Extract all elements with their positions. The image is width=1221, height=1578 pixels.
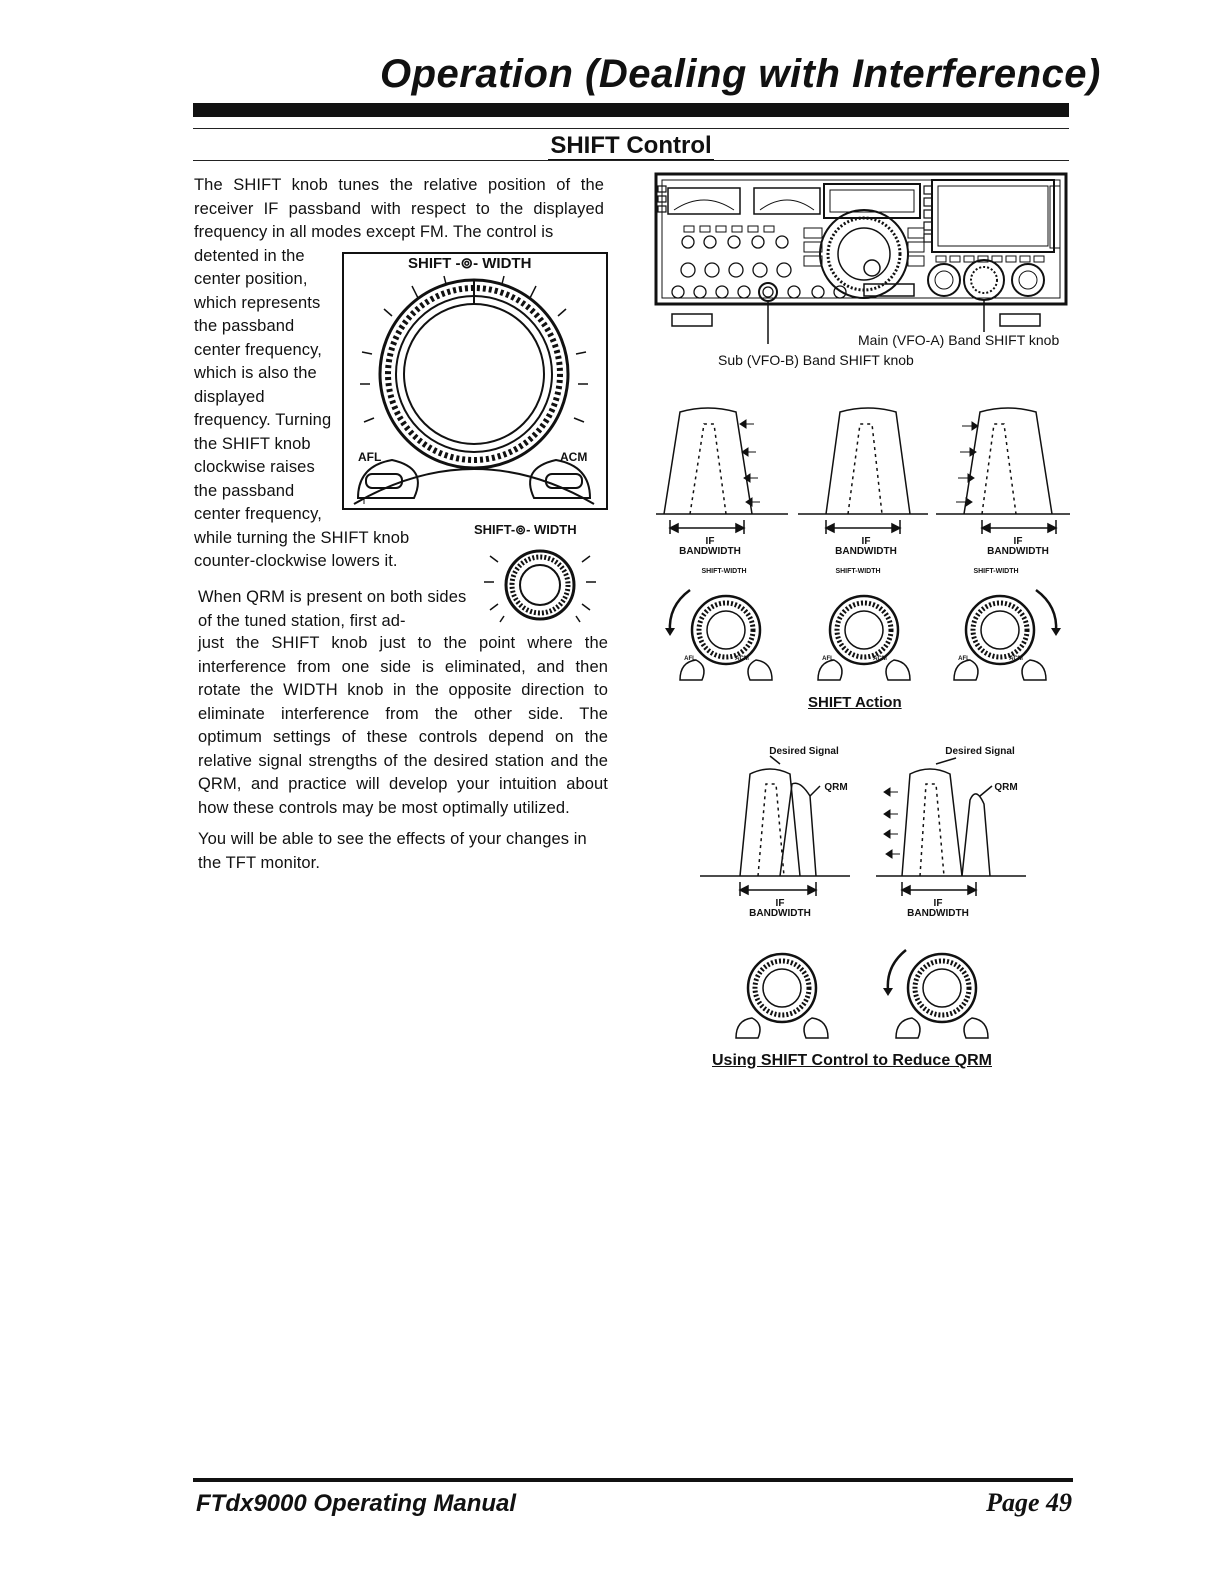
desired-signal-label-1: Desired Signal — [769, 746, 839, 757]
knob-label-shift-width: SHIFT -⊚- WIDTH — [408, 255, 532, 272]
para2-narrow: When QRM is present on both sides of the tuned station, first ad- — [198, 588, 467, 630]
main-shift-knob-label: Main (VFO-A) Band SHIFT knob — [858, 332, 1060, 348]
if-label-1: IF — [705, 536, 715, 547]
footer-manual-title: FTdx9000 Operating Manual — [196, 1490, 517, 1517]
shift-knob-label-1: SHIFT-WIDTH — [701, 568, 747, 575]
afl-label-2: AFL — [822, 656, 834, 662]
acm-label-2: ACM — [873, 656, 887, 662]
shift-knob-illustration — [344, 254, 606, 508]
shift-action-passbands — [660, 404, 1070, 534]
qrm-if-label-1: IF — [775, 898, 785, 909]
bandwidth-label-3: BANDWIDTH — [987, 546, 1049, 557]
bandwidth-label-1: BANDWIDTH — [679, 546, 741, 557]
footer-page-number: Page 49 — [986, 1488, 1072, 1517]
footer-rule — [193, 1478, 1073, 1482]
qrm-figure-title: Using SHIFT Control to Reduce QRM — [712, 1052, 992, 1069]
qrm-if-label-2: IF — [933, 898, 943, 909]
acm-label-1: ACM — [735, 656, 749, 662]
small-knob-label: SHIFT-⊚- WIDTH — [474, 522, 577, 537]
header-rule — [193, 128, 1069, 129]
shift-action-knobs — [660, 576, 1070, 686]
afl-label-1: AFL — [684, 656, 696, 662]
shift-knob-label-2: SHIFT-WIDTH — [835, 568, 881, 575]
para1-full: The SHIFT knob tunes the relative position of the receiver IF passband with respect to the displayed frequency in all modes except FM. The control is — [194, 176, 604, 241]
qrm-knobs — [720, 924, 1020, 1044]
qrm-passbands — [700, 756, 1030, 896]
header-bar — [193, 103, 1069, 117]
shift-knob-label-3: SHIFT-WIDTH — [973, 568, 1019, 575]
acm-label-3: ACM — [1009, 656, 1023, 662]
para1-narrow: detented in the center position, which represents the passband center frequency, which is also the displayed frequency. Turning the SHIFT knob clockwise raises the passband center frequency, — [194, 246, 332, 523]
para2-full: just the SHIFT knob just to the point where the interference from one side is eliminated, and then rotate the WIDTH knob in the opposite direction to eliminate interference from the other side. The optimum settings of these controls depend on the relative signal strengths of the desired station and the QRM, and practice will develop your intuition about how these controls may be most optimally utilized. — [198, 634, 608, 817]
if-label-2: IF — [861, 536, 871, 547]
transceiver-front-panel — [654, 172, 1068, 352]
shift-knob-figure — [342, 252, 608, 510]
desired-signal-label-2: Desired Signal — [945, 746, 1015, 757]
section-rule — [193, 160, 1069, 161]
qrm-bandwidth-label-2: BANDWIDTH — [907, 908, 969, 919]
afl-label-3: AFL — [958, 656, 970, 662]
qrm-label-2: QRM — [994, 782, 1018, 793]
para1-tail: while turning the SHIFT knob counter-clockwise lowers it. — [194, 528, 410, 570]
small-shift-knob — [480, 540, 600, 630]
section-title: SHIFT Control — [550, 132, 712, 159]
page-header-title: Operation (Dealing with Interference) — [380, 52, 1101, 96]
bandwidth-label-2: BANDWIDTH — [835, 546, 897, 557]
knob-label-acm: ACM — [560, 450, 588, 464]
knob-label-afl: AFL — [358, 450, 382, 464]
qrm-bandwidth-label-1: BANDWIDTH — [749, 908, 811, 919]
para3: You will be able to see the effects of your changes in the TFT monitor. — [198, 830, 587, 872]
shift-action-title: SHIFT Action — [808, 694, 902, 711]
sub-shift-knob-label: Sub (VFO-B) Band SHIFT knob — [718, 352, 914, 368]
if-label-3: IF — [1013, 536, 1023, 547]
qrm-label-1: QRM — [824, 782, 848, 793]
